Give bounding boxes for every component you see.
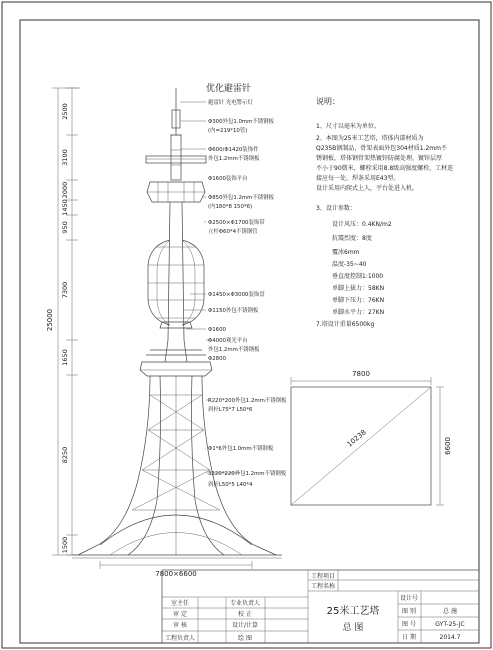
dim-label: 1500 — [61, 536, 69, 554]
callout-label: Φ600/Φ1420装饰件 — [208, 147, 259, 153]
notes-block — [316, 96, 453, 328]
note-line: 7.塔设计重量6500kg — [316, 321, 375, 328]
dim-label: 1650 — [61, 349, 69, 366]
callout-label: Φ2500×Φ1700装饰带 — [208, 220, 265, 226]
dim-base: 7800×6600 — [155, 570, 197, 578]
note-line: 单脚下压力：76KN — [332, 297, 385, 304]
note-line: 锈钢板，塔体钢骨架热镀锌防腐处理，镀锌层厚 — [316, 155, 443, 162]
dim-label: 8250 — [61, 446, 69, 464]
plan-top-dim: 7800 — [352, 370, 370, 378]
tb-name-label: 工程名称 — [310, 583, 336, 590]
note-line: 设计采用内爬式上人，平台处进入机。 — [316, 185, 419, 192]
dim-total: 25000 — [46, 308, 54, 332]
note-line: 设计风压：0.4KN/m2 — [332, 221, 392, 228]
callout-label: Φ1600 — [208, 327, 226, 333]
tb-role-b: 设计/计算 — [231, 622, 259, 629]
callout-label: R220*200外包1.2mm不锈钢板 — [208, 398, 287, 404]
callout-labels — [180, 98, 287, 488]
base-plan — [291, 370, 452, 505]
dim-label: 7300 — [61, 281, 69, 299]
rod-title: 优化避雷针 — [206, 84, 252, 94]
note-line: 接应每一处，焊条采用E43型。 — [316, 175, 400, 182]
note-line: 2、本图为25米工艺塔，塔体内部材质为 — [316, 135, 424, 142]
tb-right-label: 图 号 — [402, 621, 416, 628]
dim-label: 2500 — [61, 103, 69, 120]
callout-label: Φ1*6外包1.0mm不锈钢板 — [208, 446, 274, 452]
tb-role-a: 审 核 — [173, 622, 187, 629]
tb-role-a: 审 定 — [173, 611, 187, 618]
observation-platform — [140, 362, 212, 376]
mid-disk — [160, 322, 192, 328]
callout-label: 外包1.2mm不锈钢板 — [208, 156, 260, 162]
callout-label: 斜杆L50*5 L40*4 — [208, 482, 253, 488]
callout-label: Φ1450×Φ3000装饰盘 — [208, 292, 265, 298]
tb-role-a: 室主任 — [170, 600, 190, 607]
tb-role-b: 校 正 — [238, 611, 252, 618]
tb-right-value: GYT-25-JC — [435, 621, 465, 628]
dim-label: 1450 — [61, 199, 69, 216]
callout-label: 3220*220外包1.2mm不锈钢板 — [208, 471, 287, 477]
callout-label: 斜杆L75*7 L50*6 — [208, 407, 253, 413]
callout-label: 立杆Φ60*4不锈钢管 — [208, 229, 258, 235]
tb-right-value: 2014.7 — [439, 634, 461, 641]
note-line: 垂直度控制1:1000 — [332, 273, 384, 280]
dim-label: 2000 — [61, 181, 69, 199]
title-block — [162, 570, 479, 643]
base-dimension — [100, 561, 252, 578]
top-shaft — [171, 135, 181, 180]
notes-heading: 说明： — [316, 97, 340, 106]
callout-label: (内=219*10管) — [208, 128, 248, 134]
plan-right-dim: 6600 — [444, 437, 452, 455]
tb-right-value: 总 施 — [443, 608, 457, 615]
note-line: 单脚上拔力：58KN — [332, 285, 385, 292]
note-line: 1、尺寸以毫米为单位。 — [316, 123, 380, 130]
tb-role-b: 绘 图 — [238, 635, 252, 642]
plan-diag-dim: 10238 — [345, 428, 368, 449]
dim-label: 3100 — [61, 149, 69, 166]
callout-label: Φ2800 — [208, 356, 226, 362]
note-line: 覆冰6mm — [332, 249, 360, 256]
note-line: 3、设计参数： — [316, 205, 356, 212]
tb-project-label: 工程项目 — [310, 573, 336, 580]
callout-label: 外包1.2mm不锈钢板 — [208, 347, 260, 353]
tb-role-a: 工程负责人 — [164, 635, 196, 642]
tb-right-label: 设计号 — [399, 595, 419, 602]
callout-label: 避雷针 光电警示灯 — [208, 100, 253, 106]
tb-subtitle: 总 图 — [342, 623, 364, 633]
note-line: Q235B钢制品，骨架表面外包304材质1.2mm不 — [316, 145, 447, 152]
callout-label: Φ300外包1.0mm不锈钢板 — [208, 119, 274, 125]
note-line: 抗震烈度：8度 — [332, 235, 372, 242]
note-line: 温度-35~40 — [332, 261, 367, 268]
dim-label: 950 — [61, 221, 69, 234]
tb-right-label: 日 期 — [402, 634, 416, 641]
callout-label: Φ1150外包不锈钢板 — [208, 308, 259, 314]
callout-label: Φ1600装饰平台 — [208, 176, 248, 182]
callout-label: Φ4000观光平台 — [208, 338, 248, 344]
tb-right-label: 图 别 — [402, 608, 416, 615]
note-line: 单脚水平力：27KN — [332, 309, 385, 316]
callout-label: Φ850外包1.2mm不锈钢板 — [208, 195, 274, 201]
left-dimensions — [46, 88, 80, 555]
tb-role-b: 专业负责人 — [229, 600, 261, 607]
plan-diagonal — [291, 387, 431, 505]
tb-project-title: 25米工艺塔 — [326, 606, 380, 617]
note-line: 不小于90微米，螺栓采用8.8级高强度螺栓，工材连 — [316, 165, 454, 172]
decorative-cage — [148, 240, 204, 325]
upper-platform — [146, 156, 206, 163]
callout-label: (内180*8 150*6) — [208, 204, 253, 210]
outer-border — [2, 2, 491, 648]
